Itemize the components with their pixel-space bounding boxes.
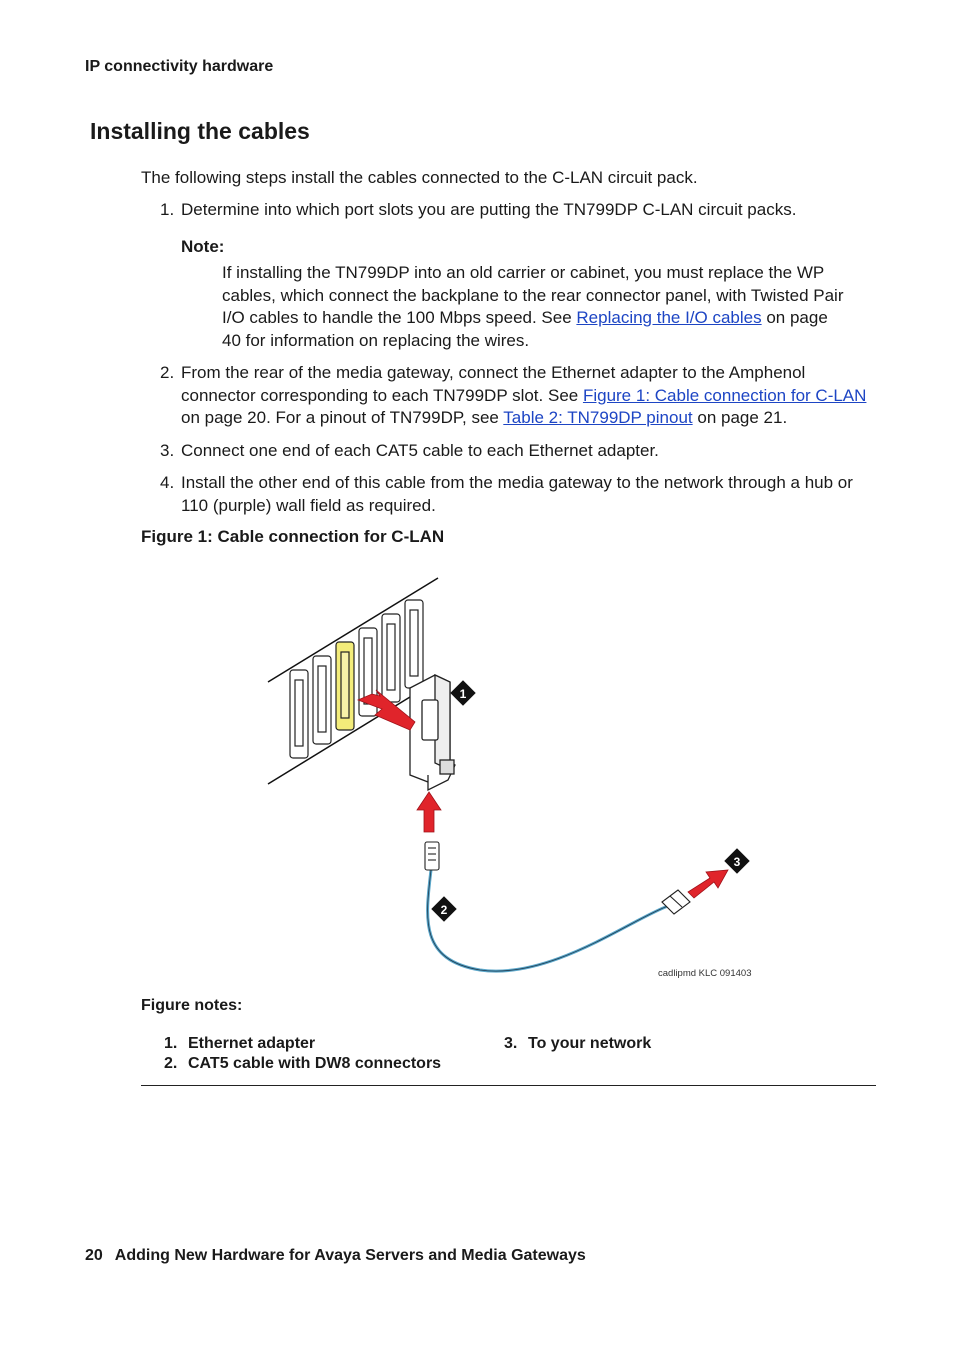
figure-title: Figure 1: Cable connection for C-LAN xyxy=(141,527,445,546)
figure-note-3 xyxy=(504,1035,651,1053)
note-label: Note: xyxy=(181,237,225,256)
intro-paragraph: The following steps install the cables connected to the C-LAN circuit pack. xyxy=(141,168,698,187)
cat5-cable xyxy=(428,870,668,971)
step-text: Install the other end of this cable from the media gateway to the network through a hub or 110 (purple) wall field as required. xyxy=(181,473,853,515)
figure-note-2 xyxy=(164,1055,441,1073)
figure-notes-label: Figure notes: xyxy=(141,997,243,1014)
figure-note-text: CAT5 cable with DW8 connectors xyxy=(188,1055,442,1072)
amphenol-connectors xyxy=(290,600,423,758)
book-title: Adding New Hardware for Avaya Servers and Media Gateways xyxy=(114,1247,586,1264)
page-footer xyxy=(85,1247,586,1265)
connector-slot xyxy=(313,656,331,744)
ethernet-adapter xyxy=(410,675,455,790)
svg-text:2: 2 xyxy=(440,903,448,917)
callout-2 xyxy=(431,896,456,921)
connector-slot xyxy=(290,670,308,758)
step-number: 3. xyxy=(160,441,175,460)
svg-text:1: 1 xyxy=(459,687,467,701)
step-number: 1. xyxy=(160,200,175,219)
running-header: IP connectivity hardware xyxy=(85,58,274,75)
section-title: Installing the cables xyxy=(90,118,310,144)
note-text-post: on page 40 for information on replacing the wires. xyxy=(222,308,828,350)
figure-bottom-rule xyxy=(141,1085,876,1086)
step-number: 2. xyxy=(160,363,175,382)
dw8-connector-top xyxy=(425,842,439,870)
connector-slot-highlighted xyxy=(336,642,354,730)
figure-note-number: 3. xyxy=(504,1035,518,1052)
figure-note-text: Ethernet adapter xyxy=(188,1035,316,1052)
page-number: 20 xyxy=(85,1247,103,1264)
step-text: Determine into which port slots you are putting the TN799DP C-LAN circuit packs. xyxy=(181,200,797,219)
step-4 xyxy=(160,472,875,517)
figure-credit: cadlipmd KLC 091403 xyxy=(658,968,752,979)
step-text-mid: on page 20. For a pinout of TN799DP, see xyxy=(181,408,504,427)
figure-note-1 xyxy=(164,1035,315,1053)
replacing-io-cables-link[interactable]: Replacing the I/O cables xyxy=(576,308,762,327)
connector-slot xyxy=(382,614,400,702)
callout-1 xyxy=(450,680,475,705)
svg-text:3: 3 xyxy=(733,855,741,869)
step-2 xyxy=(160,362,875,430)
note-text-pre: If installing the TN799DP into an old carrier or cabinet, you must replace the WP cables, which connect the backplane to the rear connector panel, with Twisted Pair I/O cables to handle the 100 Mbps speed. See xyxy=(222,263,844,327)
table-2-link[interactable]: Table 2: TN799DP pinout xyxy=(503,408,693,427)
cat5-cable-outline xyxy=(428,870,668,971)
step-text-pre: From the rear of the media gateway, connect the Ethernet adapter to the Amphenol connector corresponding to each TN799DP slot. See xyxy=(181,363,806,405)
network-arrow xyxy=(688,870,728,898)
note-text xyxy=(222,262,847,352)
figure-note-number: 1. xyxy=(164,1035,178,1052)
step-text: Connect one end of each CAT5 cable to each Ethernet adapter. xyxy=(181,441,659,460)
step-1 xyxy=(160,199,875,222)
step-3 xyxy=(160,440,875,463)
step-text xyxy=(181,362,875,430)
step-text-post: on page 21. xyxy=(692,408,788,427)
dw8-connector-end xyxy=(662,890,690,914)
cable-connection-illustration xyxy=(250,570,770,990)
connector-slot xyxy=(405,600,423,688)
figure-1-link[interactable]: Figure 1: Cable connection for C-LAN xyxy=(582,385,867,405)
figure-note-number: 2. xyxy=(164,1055,178,1072)
step-number: 4. xyxy=(160,473,175,492)
up-arrow xyxy=(417,792,441,832)
figure-note-text: To your network xyxy=(528,1035,652,1052)
